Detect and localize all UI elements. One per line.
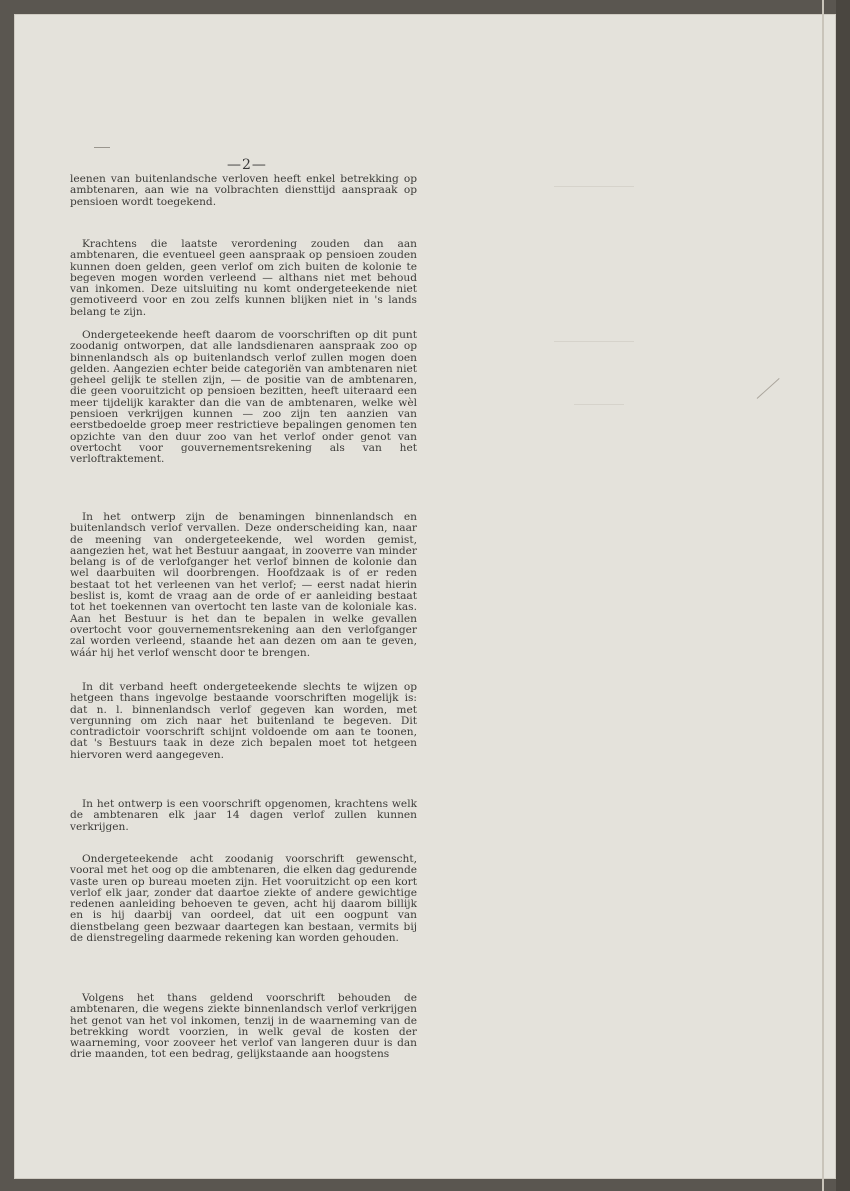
paragraph-2: Krachtens die laatste verordening zouden dan aan ambtenaren, die eventueel geen aanspraak op pensioen zouden kunnen doen gelden, geen verlof om zich buiten de kolonie te begeven mogen worden verleend — althans niet met behoud van inkomen. Deze uitsluiting nu komt ondergeteekende niet gemotiveerd voor en zou zelfs kunnen blijken niet in 's lands belang te zijn. bbox=[70, 238, 417, 318]
paragraph-5: In dit verband heeft ondergeteekende slechts te wijzen op hetgeen thans ingevolge bestaande voorschriften mogelijk is: dat n. l. binnenlandsch verlof gegeven kan worden, met vergunning om zich naar het buitenland te begeven. Dit contradictoir voorschrift schijnt voldoende om aan te toonen, dat 's Bestuurs taak in deze zich bepalen moet tot hetgeen hiervoren werd aangegeven. bbox=[70, 681, 417, 761]
page-number: —2— bbox=[227, 157, 267, 173]
show-through-rule bbox=[554, 186, 634, 187]
scan-edge bbox=[836, 0, 850, 1191]
pencil-stroke bbox=[757, 378, 780, 399]
paragraph-3: Ondergeteekende heeft daarom de voorschriften op dit punt zoodanig ontworpen, dat alle landsdienaren aanspraak zoo op binnenlandsch als op buitenlandsch verlof zullen mogen doen gelden. Aangezien echter beide categoriën van ambtenaren niet geheel gelijk te stellen zijn, — de positie van de ambtenaren, die geen vooruitzicht op pensioen bezitten, heeft uiteraard een meer tijdelijk karakter dan die van de ambtenaren, welke wèl pensioen verkrijgen kunnen — zoo zijn ten aanzien van eerstbedoelde groep meer restrictieve bepalingen genomen ten opzichte van den duur zoo van het verlof onder genot van overtocht voor gouvernementsrekening als van het verloftraktement. bbox=[70, 329, 417, 466]
paragraph-7: Ondergeteekende acht zoodanig voorschrift gewenscht, vooral met het oog op die ambtenaren, die elken dag gedurende vaste uren op bureau moeten zijn. Het vooruitzicht op een kort verlof elk jaar, zonder dat daartoe ziekte of andere gewichtige redenen aanleiding behoeven te geven, acht hij daarom billijk en is hij daarbij van oordeel, dat uit een oogpunt van dienstbelang geen bezwaar daartegen kan bestaan, vermits bij de dienstregeling daarmede rekening kan worden gehouden. bbox=[70, 853, 417, 945]
document-page bbox=[14, 14, 836, 1179]
paragraph-6: In het ontwerp is een voorschrift opgenomen, krachtens welk de ambtenaren elk jaar 14 dagen verlof zullen kunnen verkrijgen. bbox=[70, 798, 417, 833]
show-through-rule bbox=[554, 341, 634, 342]
page-fold bbox=[822, 0, 824, 1191]
paragraph-4: In het ontwerp zijn de benamingen binnenlandsch en buitenlandsch verlof vervallen. Deze onderscheiding kan, naar de meening van ondergeteekende, wel worden gemist, aangezien het, wat het Bestuur aangaat, in zooverre van minder belang is of de verlofganger het verlof binnen de kolonie dan wel daarbuiten wil doorbrengen. Hoofdzaak is of er reden bestaat tot het verleenen van het verlof; — eerst nadat hierin beslist is, komt de vraag aan de orde of er aanleiding bestaat tot het toekennen van overtocht ten laste van de koloniale kas. Aan het Bestuur is het dan te bepalen in welke gevallen overtocht voor gouvernementsrekening aan den verlofganger zal worden verleend, staande het aan dezen om aan te geven, wáár hij het verlof wenscht door te brengen. bbox=[70, 511, 417, 659]
show-through-rule bbox=[574, 404, 624, 405]
paragraph-1: leenen van buitenlandsche verloven heeft enkel betrekking op ambtenaren, aan wie na volbrachten diensttijd aanspraak op pensioen wordt toegekend. bbox=[70, 173, 417, 208]
pencil-mark bbox=[94, 147, 110, 148]
paragraph-8: Volgens het thans geldend voorschrift behouden de ambtenaren, die wegens ziekte binnenlandsch verlof verkrijgen het genot van het vol inkomen, tenzij in de waarneming van de betrekking wordt voorzien, in welk geval de kosten der waarneming, voor zooveer het verlof van langeren duur is dan drie maanden, tot een bedrag, gelijkstaande aan hoogstens bbox=[70, 992, 417, 1061]
